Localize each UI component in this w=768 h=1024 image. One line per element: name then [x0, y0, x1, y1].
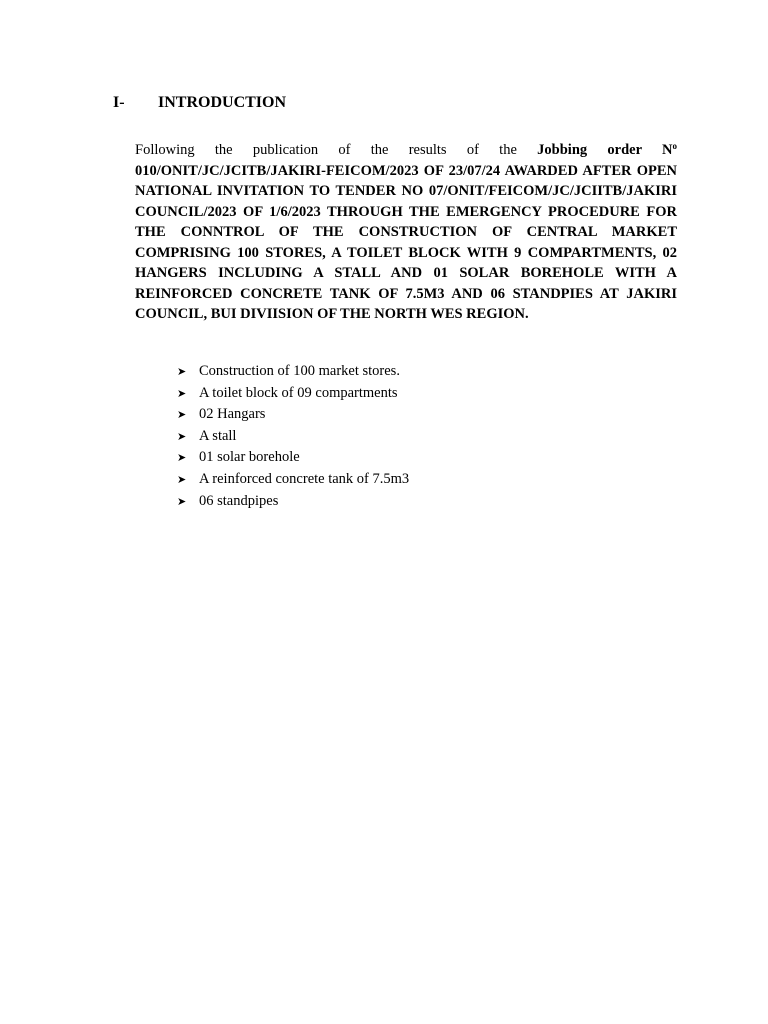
- list-item-text: A reinforced concrete tank of 7.5m3: [199, 470, 410, 487]
- paragraph-bold-prefix: Jobbing order N: [537, 142, 673, 158]
- arrow-bullet-icon: ➤: [177, 494, 187, 508]
- section-title: INTRODUCTION: [158, 94, 287, 111]
- list-item: [177, 426, 409, 448]
- arrow-bullet-icon: ➤: [177, 429, 187, 443]
- section-heading: [113, 93, 286, 113]
- list-item-text: 01 solar borehole: [199, 449, 300, 466]
- list-item: [177, 447, 409, 469]
- list-item-text: Construction of 100 market stores.: [199, 363, 400, 379]
- list-item: [177, 491, 409, 513]
- list-item: [177, 361, 409, 383]
- scope-list: [177, 361, 409, 512]
- paragraph-bold-text: 010/ONIT/JC/JCITB/JAKIRI-FEICOM/2023 OF 23/07/24 AWARDED AFTER OPEN NATIONAL INVITATION TO TENDER NO 07/ONIT/FEICOM/JC/JCIITB/JAKIRI COUNCIL/2023 OF 1/6/2023 THROUGH THE EMERGENCY PROCEDURE FOR THE CONNTROL OF THE CONSTRUCTION OF CENTRAL MARKET COMPRISING 100 STORES, A TOILET BLOCK WITH 9 COMPARTMENTS, 02 HANGERS INCLUDING A STALL AND 01 SOLAR BOREHOLE WITH A REINFORCED CONCRETE TANK OF 7.5M3 AND 06 STANDPIES AT JAKIRI COUNCIL, BUI DIVIISION OF THE NORTH WES REGION.: [135, 162, 677, 322]
- paragraph-lead-text: Following the publication of the results of the: [135, 142, 538, 158]
- list-item-text: A toilet block of 09 compartments: [199, 384, 398, 401]
- intro-paragraph: [135, 140, 677, 325]
- arrow-bullet-icon: ➤: [177, 472, 187, 486]
- paragraph-superscript: o: [672, 141, 677, 151]
- list-item: [177, 469, 409, 491]
- arrow-bullet-icon: ➤: [177, 365, 187, 378]
- arrow-bullet-icon: ➤: [177, 386, 187, 400]
- list-item-text: 06 standpipes: [199, 492, 279, 509]
- arrow-bullet-icon: ➤: [177, 408, 187, 422]
- section-number: I-: [113, 94, 125, 111]
- list-item-text: A stall: [199, 427, 237, 444]
- list-item: [177, 404, 409, 426]
- list-item: [177, 383, 409, 405]
- list-item-text: 02 Hangars: [199, 406, 266, 423]
- arrow-bullet-icon: ➤: [177, 451, 187, 465]
